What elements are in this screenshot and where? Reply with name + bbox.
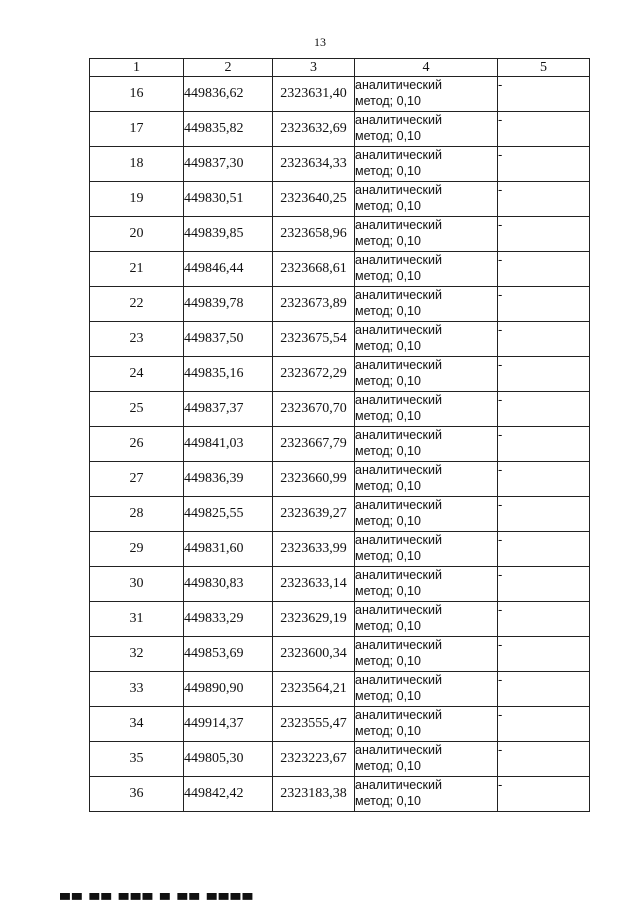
header-col-4: 4 xyxy=(355,59,498,77)
x-coordinate-cell: 449825,55 xyxy=(184,497,273,532)
y-coordinate-cell: 2323633,99 xyxy=(273,532,355,567)
table-row xyxy=(90,357,590,392)
method-name: аналитический xyxy=(355,743,442,757)
x-coordinate-cell: 449835,82 xyxy=(184,112,273,147)
table-row xyxy=(90,182,590,217)
table-row xyxy=(90,602,590,637)
table-row xyxy=(90,287,590,322)
method-name: аналитический xyxy=(355,183,442,197)
x-coordinate-cell: 449853,69 xyxy=(184,637,273,672)
method-name: аналитический xyxy=(355,323,442,337)
method-name: аналитический xyxy=(355,393,442,407)
x-coordinate-cell: 449842,42 xyxy=(184,777,273,812)
note-cell: - xyxy=(498,427,590,462)
point-number-cell: 25 xyxy=(90,392,184,427)
point-number-cell: 32 xyxy=(90,637,184,672)
method-cell xyxy=(355,707,498,742)
point-number-cell: 34 xyxy=(90,707,184,742)
note-cell: - xyxy=(498,182,590,217)
x-coordinate-cell: 449805,30 xyxy=(184,742,273,777)
y-coordinate-cell: 2323639,27 xyxy=(273,497,355,532)
point-number-cell: 36 xyxy=(90,777,184,812)
method-name: аналитический xyxy=(355,218,442,232)
x-coordinate-cell: 449839,85 xyxy=(184,217,273,252)
y-coordinate-cell: 2323633,14 xyxy=(273,567,355,602)
point-number-cell: 29 xyxy=(90,532,184,567)
note-cell: - xyxy=(498,287,590,322)
point-number-cell: 31 xyxy=(90,602,184,637)
method-cell xyxy=(355,77,498,112)
point-number-cell: 28 xyxy=(90,497,184,532)
note-cell: - xyxy=(498,672,590,707)
x-coordinate-cell: 449914,37 xyxy=(184,707,273,742)
method-cell xyxy=(355,357,498,392)
point-number-cell: 19 xyxy=(90,182,184,217)
method-name: аналитический xyxy=(355,673,442,687)
table-row xyxy=(90,112,590,147)
x-coordinate-cell: 449836,39 xyxy=(184,462,273,497)
note-cell: - xyxy=(498,322,590,357)
y-coordinate-cell: 2323672,29 xyxy=(273,357,355,392)
y-coordinate-cell: 2323668,61 xyxy=(273,252,355,287)
method-accuracy: метод; 0,10 xyxy=(355,199,421,213)
method-name: аналитический xyxy=(355,358,442,372)
note-cell: - xyxy=(498,637,590,672)
x-coordinate-cell: 449835,16 xyxy=(184,357,273,392)
method-name: аналитический xyxy=(355,463,442,477)
note-cell: - xyxy=(498,392,590,427)
point-number-cell: 35 xyxy=(90,742,184,777)
y-coordinate-cell: 2323223,67 xyxy=(273,742,355,777)
method-accuracy: метод; 0,10 xyxy=(355,444,421,458)
table-row xyxy=(90,252,590,287)
x-coordinate-cell: 449839,78 xyxy=(184,287,273,322)
note-cell: - xyxy=(498,112,590,147)
note-cell: - xyxy=(498,77,590,112)
note-cell: - xyxy=(498,532,590,567)
method-accuracy: метод; 0,10 xyxy=(355,549,421,563)
x-coordinate-cell: 449846,44 xyxy=(184,252,273,287)
header-col-1: 1 xyxy=(90,59,184,77)
method-name: аналитический xyxy=(355,533,442,547)
method-cell xyxy=(355,672,498,707)
x-coordinate-cell: 449830,83 xyxy=(184,567,273,602)
table-row xyxy=(90,532,590,567)
method-name: аналитический xyxy=(355,603,442,617)
method-name: аналитический xyxy=(355,568,442,582)
table-row xyxy=(90,322,590,357)
method-cell xyxy=(355,532,498,567)
method-accuracy: метод; 0,10 xyxy=(355,339,421,353)
point-number-cell: 24 xyxy=(90,357,184,392)
method-accuracy: метод; 0,10 xyxy=(355,374,421,388)
x-coordinate-cell: 449836,62 xyxy=(184,77,273,112)
method-accuracy: метод; 0,10 xyxy=(355,794,421,808)
table-row xyxy=(90,392,590,427)
method-accuracy: метод; 0,10 xyxy=(355,514,421,528)
method-cell xyxy=(355,392,498,427)
note-cell: - xyxy=(498,147,590,182)
y-coordinate-cell: 2323634,33 xyxy=(273,147,355,182)
method-accuracy: метод; 0,10 xyxy=(355,759,421,773)
note-cell: - xyxy=(498,602,590,637)
method-cell xyxy=(355,112,498,147)
method-cell xyxy=(355,497,498,532)
point-number-cell: 17 xyxy=(90,112,184,147)
method-cell xyxy=(355,567,498,602)
table-row xyxy=(90,217,590,252)
y-coordinate-cell: 2323555,47 xyxy=(273,707,355,742)
method-cell xyxy=(355,252,498,287)
method-cell xyxy=(355,287,498,322)
point-number-cell: 26 xyxy=(90,427,184,462)
method-name: аналитический xyxy=(355,638,442,652)
method-name: аналитический xyxy=(355,113,442,127)
y-coordinate-cell: 2323675,54 xyxy=(273,322,355,357)
method-accuracy: метод; 0,10 xyxy=(355,724,421,738)
table-row xyxy=(90,742,590,777)
cut-off-bottom-line: ▀▀ ▀▀ ▀▀▀ ▀ ▀▀ ▀▀▀▀ xyxy=(60,893,255,905)
point-number-cell: 22 xyxy=(90,287,184,322)
table-row xyxy=(90,77,590,112)
method-cell xyxy=(355,602,498,637)
note-cell: - xyxy=(498,217,590,252)
y-coordinate-cell: 2323673,89 xyxy=(273,287,355,322)
method-cell xyxy=(355,742,498,777)
y-coordinate-cell: 2323183,38 xyxy=(273,777,355,812)
method-accuracy: метод; 0,10 xyxy=(355,94,421,108)
table-row xyxy=(90,777,590,812)
y-coordinate-cell: 2323631,40 xyxy=(273,77,355,112)
y-coordinate-cell: 2323640,25 xyxy=(273,182,355,217)
note-cell: - xyxy=(498,497,590,532)
header-col-3: 3 xyxy=(273,59,355,77)
y-coordinate-cell: 2323600,34 xyxy=(273,637,355,672)
point-number-cell: 16 xyxy=(90,77,184,112)
header-col-5: 5 xyxy=(498,59,590,77)
note-cell: - xyxy=(498,567,590,602)
method-name: аналитический xyxy=(355,498,442,512)
page-number: 13 xyxy=(314,35,326,49)
x-coordinate-cell: 449837,30 xyxy=(184,147,273,182)
method-cell xyxy=(355,147,498,182)
method-name: аналитический xyxy=(355,253,442,267)
x-coordinate-cell: 449837,37 xyxy=(184,392,273,427)
method-cell xyxy=(355,427,498,462)
note-cell: - xyxy=(498,707,590,742)
method-accuracy: метод; 0,10 xyxy=(355,129,421,143)
x-coordinate-cell: 449841,03 xyxy=(184,427,273,462)
note-cell: - xyxy=(498,777,590,812)
point-number-cell: 30 xyxy=(90,567,184,602)
x-coordinate-cell: 449831,60 xyxy=(184,532,273,567)
y-coordinate-cell: 2323667,79 xyxy=(273,427,355,462)
x-coordinate-cell: 449833,29 xyxy=(184,602,273,637)
note-cell: - xyxy=(498,252,590,287)
method-accuracy: метод; 0,10 xyxy=(355,304,421,318)
method-accuracy: метод; 0,10 xyxy=(355,164,421,178)
header-col-2: 2 xyxy=(184,59,273,77)
method-accuracy: метод; 0,10 xyxy=(355,234,421,248)
table-row xyxy=(90,462,590,497)
method-name: аналитический xyxy=(355,288,442,302)
method-cell xyxy=(355,462,498,497)
y-coordinate-cell: 2323632,69 xyxy=(273,112,355,147)
method-name: аналитический xyxy=(355,778,442,792)
method-cell xyxy=(355,777,498,812)
method-accuracy: метод; 0,10 xyxy=(355,689,421,703)
method-cell xyxy=(355,322,498,357)
method-cell xyxy=(355,217,498,252)
table-row xyxy=(90,672,590,707)
point-number-cell: 21 xyxy=(90,252,184,287)
method-accuracy: метод; 0,10 xyxy=(355,654,421,668)
method-name: аналитический xyxy=(355,708,442,722)
table-row xyxy=(90,567,590,602)
method-accuracy: метод; 0,10 xyxy=(355,584,421,598)
x-coordinate-cell: 449837,50 xyxy=(184,322,273,357)
table-row xyxy=(90,497,590,532)
y-coordinate-cell: 2323658,96 xyxy=(273,217,355,252)
y-coordinate-cell: 2323670,70 xyxy=(273,392,355,427)
method-accuracy: метод; 0,10 xyxy=(355,479,421,493)
method-cell xyxy=(355,182,498,217)
x-coordinate-cell: 449890,90 xyxy=(184,672,273,707)
method-accuracy: метод; 0,10 xyxy=(355,619,421,633)
method-cell xyxy=(355,637,498,672)
table-row xyxy=(90,637,590,672)
y-coordinate-cell: 2323629,19 xyxy=(273,602,355,637)
note-cell: - xyxy=(498,357,590,392)
method-name: аналитический xyxy=(355,428,442,442)
x-coordinate-cell: 449830,51 xyxy=(184,182,273,217)
point-number-cell: 20 xyxy=(90,217,184,252)
method-name: аналитический xyxy=(355,148,442,162)
note-cell: - xyxy=(498,462,590,497)
table-row xyxy=(90,707,590,742)
point-number-cell: 18 xyxy=(90,147,184,182)
point-number-cell: 27 xyxy=(90,462,184,497)
table-row xyxy=(90,147,590,182)
note-cell: - xyxy=(498,742,590,777)
y-coordinate-cell: 2323660,99 xyxy=(273,462,355,497)
method-accuracy: метод; 0,10 xyxy=(355,409,421,423)
table-header-row xyxy=(90,59,590,77)
method-accuracy: метод; 0,10 xyxy=(355,269,421,283)
point-number-cell: 23 xyxy=(90,322,184,357)
y-coordinate-cell: 2323564,21 xyxy=(273,672,355,707)
method-name: аналитический xyxy=(355,78,442,92)
point-number-cell: 33 xyxy=(90,672,184,707)
coordinates-table xyxy=(89,58,590,812)
table-row xyxy=(90,427,590,462)
